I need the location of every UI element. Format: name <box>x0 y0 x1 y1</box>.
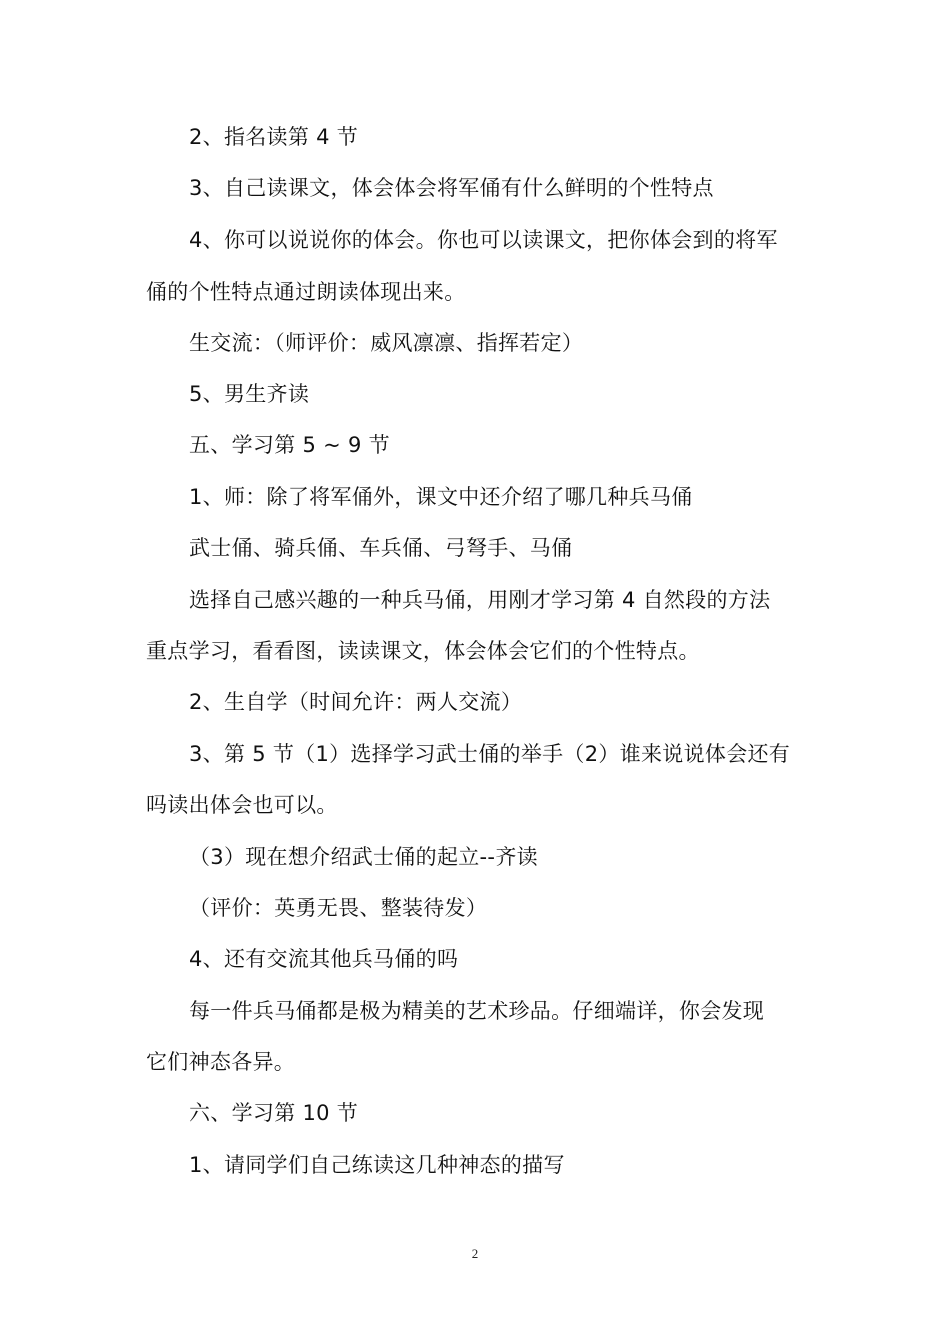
paragraph-line: 吗读出体会也可以。 <box>146 793 338 817</box>
paragraph-line: 俑的个性特点通过朗读体现出来。 <box>146 280 466 304</box>
paragraph-line: 1、师：除了将军俑外，课文中还介绍了哪几种兵马俑 <box>189 485 693 509</box>
paragraph-line: 2、生自学（时间允许：两人交流） <box>189 690 523 714</box>
paragraph-line: 4、你可以说说你的体会。你也可以读课文，把你体会到的将军 <box>189 228 778 252</box>
page-number: 2 <box>471 1246 479 1261</box>
section-heading: 六、学习第 10 节 <box>189 1101 359 1125</box>
paragraph-line: 4、还有交流其他兵马俑的吗 <box>189 947 459 971</box>
paragraph-line: 武士俑、骑兵俑、车兵俑、弓弩手、马俑 <box>189 536 573 560</box>
paragraph-line: （3）现在想介绍武士俑的起立--齐读 <box>189 845 538 869</box>
paragraph-line: 它们神态各异。 <box>146 1050 296 1074</box>
paragraph-line: 1、请同学们自己练读这几种神态的描写 <box>189 1153 565 1177</box>
paragraph-line: 5、男生齐读 <box>189 382 310 406</box>
paragraph-line: 每一件兵马俑都是极为精美的艺术珍品。仔细端详，你会发现 <box>189 999 765 1023</box>
paragraph-line: 3、自己读课文，体会体会将军俑有什么鲜明的个性特点 <box>189 176 714 200</box>
section-heading: 五、学习第 5 ~ 9 节 <box>189 433 390 457</box>
paragraph-line: 生交流：（师评价：威风凛凛、指挥若定） <box>189 331 584 355</box>
paragraph-line: 重点学习，看看图，读读课文，体会体会它们的个性特点。 <box>146 639 700 663</box>
paragraph-line: 选择自己感兴趣的一种兵马俑，用刚才学习第 4 自然段的方法 <box>189 588 771 612</box>
paragraph-line: 3、第 5 节（1）选择学习武士俑的举手（2）谁来说说体会还有 <box>189 742 791 766</box>
paragraph-line: （评价：英勇无畏、整装待发） <box>189 896 488 920</box>
paragraph-line: 2、指名读第 4 节 <box>189 125 359 149</box>
